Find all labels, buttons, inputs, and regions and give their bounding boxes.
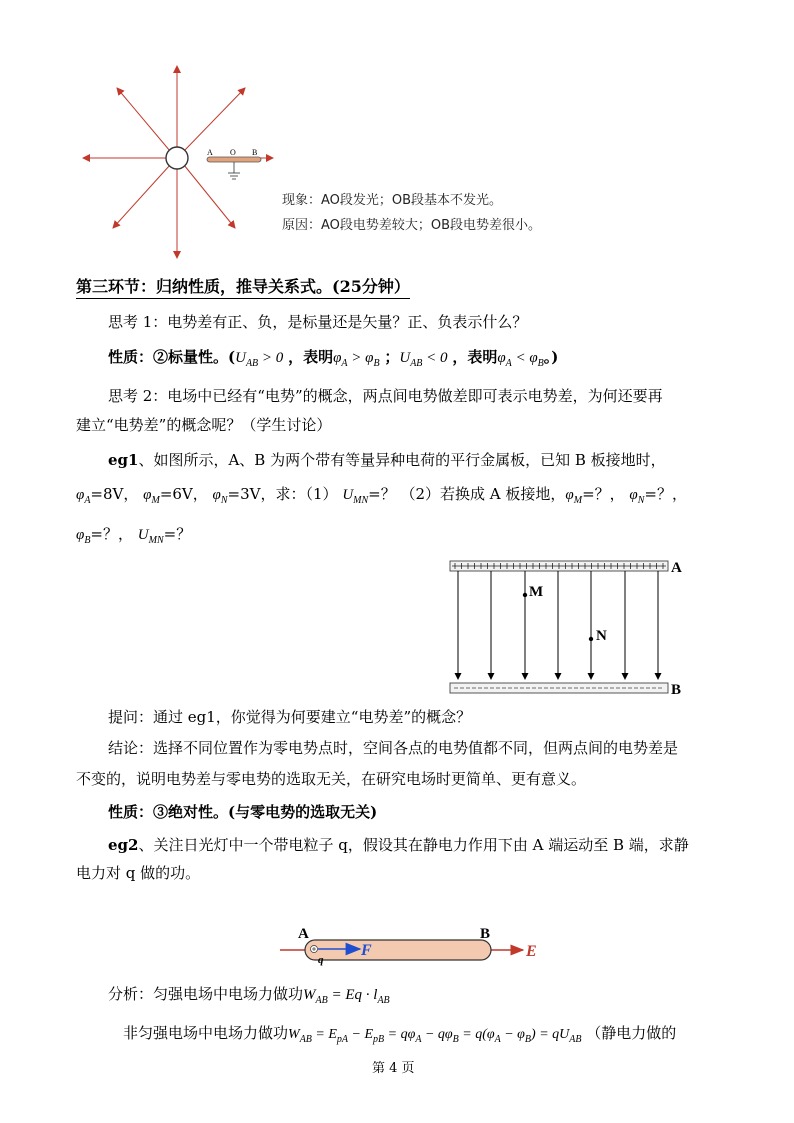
think2-line2: 建立“电势差”的概念呢？（学生讨论）: [76, 416, 332, 434]
formula-phi-a-gt-phi-b: $\varphi_A > \varphi_B$: [333, 350, 380, 369]
think1-text: 思考 1：电势差有正、负，是标量还是矢量？正、负表示什么？: [108, 313, 528, 331]
eg1-q1: =？ （2）若换成 A 板接地，: [368, 485, 566, 503]
eg1-phi-b-q: =？，: [90, 525, 133, 543]
formula-uab-lt0: $U_{AB} < 0$: [399, 350, 448, 369]
property2-line: [108, 346, 558, 375]
eg2-label: eg2: [108, 836, 139, 854]
analysis-line1: [108, 983, 390, 1012]
point-m-label: M: [529, 584, 544, 600]
point-n-label: N: [596, 628, 607, 644]
eg1-phi-n-q: =？，: [644, 485, 687, 503]
formula-phi-a-lt-phi-b: $\varphi_A < \varphi_B$: [497, 350, 544, 369]
ask-text: 提问：通过 eg1，你觉得为何要建立“电势差”的概念？: [108, 708, 472, 726]
field-e-label: E: [526, 943, 537, 960]
parallel-plate-figure: [440, 555, 700, 700]
plate-b-label: B: [671, 682, 682, 698]
eg1-phi-n: =3V，求：（1）: [227, 485, 338, 503]
eg1-line3: $\varphi_B=$？， $U_{MN}=$？: [76, 525, 192, 546]
eg1-umn-q: =？: [163, 525, 192, 543]
tube-label-b: B: [252, 148, 258, 157]
think2-line1: 思考 2：电场中已经有“电势”的概念，两点间电势做差即可表示电势差，为何还要再: [108, 387, 663, 405]
eg2-text: 、关注日光灯中一个带电粒子 q，假设其在静电力作用下由 A 端运动至 B 端，求静: [138, 836, 689, 854]
property2-mid2: ，表明: [452, 348, 498, 366]
phenomenon-text: 现象：AO段发光；OB段基本不发光。: [282, 193, 503, 208]
fluorescent-tube-figure: [278, 922, 548, 970]
property2-label: 性质：②标量性。(: [108, 348, 236, 366]
conclusion-line2: 不变的，说明电势差与零电势的选取无关，在研究电场时更简单、更有意义。: [76, 770, 587, 788]
tube-label-a: A: [207, 148, 213, 157]
eg1-phi-a: =8V，: [90, 485, 139, 503]
tube-end-b: B: [480, 926, 491, 942]
fluorescent-tube-small: [200, 145, 280, 185]
property3-text: 性质：③绝对性。(与零电势的选取无关): [108, 803, 378, 821]
tube-end-a: A: [298, 926, 309, 942]
formula-w-uniform: $W_{AB} = Eq \cdot l_{AB}$: [303, 987, 390, 1006]
charge-q-label: q: [318, 954, 324, 966]
eg1-text: 、如图所示，A、B 为两个带有等量异种电荷的平行金属板，已知 B 板接地时，: [138, 451, 666, 469]
eg2-line2: 电力对 q 做的功。: [76, 864, 201, 882]
eg1-line1: [108, 449, 666, 471]
analysis1-text: 分析：匀强电场中电场力做功: [108, 985, 304, 1003]
property2-mid1: ，表明: [288, 348, 334, 366]
tube-label-o: O: [230, 148, 236, 157]
analysis-line2: [123, 1022, 676, 1051]
conclusion-line1: 结论：选择不同位置作为零电势点时，空间各点的电势值都不同，但两点间的电势差是: [108, 739, 679, 757]
section-heading: 第三环节：归纳性质，推导关系式。(25分钟）: [76, 274, 410, 299]
property2-sep: ；: [384, 348, 400, 366]
eg1-label: eg1: [108, 451, 139, 469]
analysis2-text: 非匀强电场中电场力做功: [123, 1024, 289, 1042]
analysis2-end: （静电力做的: [586, 1024, 677, 1042]
reason-text: 原因：AO段电势差较大；OB段电势差很小。: [282, 218, 542, 233]
page-number: 第 4 页: [372, 1061, 415, 1076]
eg1-line2: $\varphi_A=8V$， $\varphi_M=6V$， $\varphi_N=3V$，求：（1） $U_{MN}=$？ （2）若换成 A 板接地，$\varphi_M=$？， $\varphi_N=$？，: [76, 485, 687, 506]
eg1-phi-m-q: =？，: [582, 485, 625, 503]
formula-uab-gt0: $U_{AB} > 0$: [235, 350, 284, 369]
eg2-line1: [108, 834, 689, 856]
plate-a-label: A: [671, 560, 682, 576]
tube-body: [305, 940, 491, 960]
eg1-phi-m: =6V，: [159, 485, 208, 503]
force-f-label: F: [361, 942, 372, 959]
formula-w-nonuniform: $W_{AB} = E_{pA} - E_{pB} = q\varphi_A - q\varphi_B = q(\varphi_A - \varphi_B) = qU_{AB}$: [288, 1027, 582, 1045]
property2-end: 。): [543, 348, 559, 366]
